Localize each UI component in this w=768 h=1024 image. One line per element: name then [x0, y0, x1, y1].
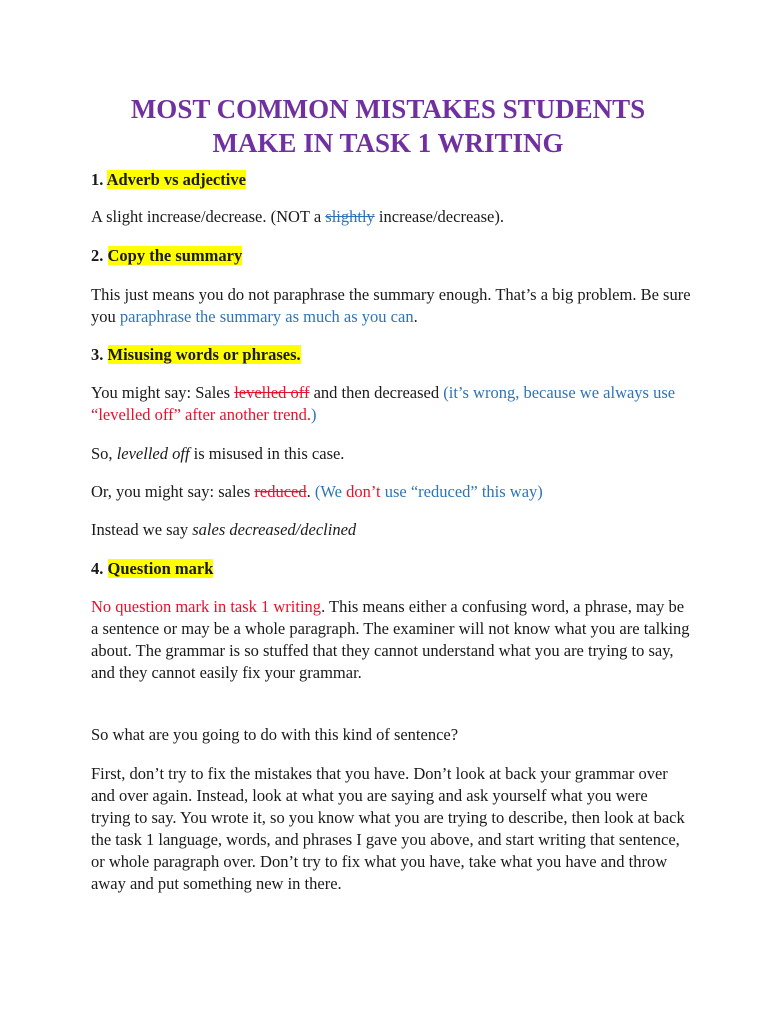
section-3-paragraph-4 [91, 519, 691, 541]
title-line-2: MAKE IN TASK 1 WRITING [212, 128, 564, 158]
struck-phrase: levelled off [234, 383, 310, 402]
text-run: . [306, 482, 315, 501]
blue-phrase: paraphrase the summary as much as you can [119, 307, 414, 326]
text-run: and then decreased [309, 383, 444, 402]
section-4-paragraph-3 [91, 763, 691, 895]
struck-word: reduced [254, 482, 307, 501]
italic-phrase: sales decreased/declined [192, 520, 357, 539]
text-run: A slight increase/decrease. (NOT a [91, 207, 326, 226]
section-heading-text: Question mark [107, 559, 214, 578]
page-title [85, 92, 691, 160]
text-run: Instead we say [91, 520, 193, 539]
section-2-paragraph [91, 284, 691, 328]
italic-phrase: levelled off [116, 444, 190, 463]
section-heading-text: Adverb vs adjective [106, 170, 246, 189]
text-run: Or, you might say: sales [91, 482, 255, 501]
struck-word: slightly [325, 207, 375, 226]
section-3-paragraph-3 [91, 481, 691, 503]
text-run: . [413, 307, 418, 326]
red-phrase: No question mark in task 1 writing [91, 597, 322, 616]
red-phrase: “levelled off” after another trend. [91, 405, 312, 424]
blue-phrase: use “reduced” this way) [380, 482, 543, 501]
section-number: 3. [91, 345, 108, 364]
section-1-paragraph [91, 206, 691, 228]
section-number: 1. [91, 170, 107, 189]
section-heading-text: Copy the summary [107, 246, 243, 265]
section-3-paragraph-2 [91, 443, 691, 465]
blue-phrase: (it’s wrong, because we always use [443, 383, 676, 402]
section-3-paragraph-1 [91, 382, 691, 426]
section-2-heading [91, 245, 691, 267]
section-4-paragraph-2 [91, 724, 691, 746]
section-number: 4. [91, 559, 108, 578]
section-heading-text: Misusing words or phrases. [107, 345, 301, 364]
section-4-paragraph-1 [91, 596, 691, 684]
section-4-heading [91, 558, 691, 580]
blue-phrase: ) [311, 405, 317, 424]
text-run: You might say: Sales [91, 383, 235, 402]
document-page [91, 92, 691, 893]
text-run: increase/decrease). [374, 207, 504, 226]
text-run: This just means you do not paraphrase the summary enough. That’s a big problem. Be sure you [91, 285, 691, 326]
section-1-heading [91, 169, 691, 191]
title-line-1: MOST COMMON MISTAKES STUDENTS [130, 94, 646, 124]
text-run: So what are you going to do with this kind of sentence? [91, 725, 459, 744]
text-run: . This means either a confusing word, a phrase, may be a sentence or may be a whole paragraph. The examiner will not know what you are talking about. The grammar is so stuffed that they cannot understand what you are trying to say, and they cannot easily fix your grammar. [91, 597, 690, 682]
section-3-heading [91, 344, 691, 366]
text-run: So, [91, 444, 117, 463]
blue-phrase: (We [314, 482, 347, 501]
section-number: 2. [91, 246, 108, 265]
text-run: First, don’t try to fix the mistakes that you have. Don’t look at back your grammar over and over again. Instead, look at what you are saying and ask yourself what you were trying to say. You wrote it, so you know what you are trying to describe, then look at back the task 1 language, words, and phrases I gave you above, and start writing that sentence, or whole paragraph over. Don’t try to fix what you have, take what you have and throw away and put something new in there. [91, 764, 685, 893]
text-run: is misused in this case. [189, 444, 345, 463]
red-word: don’t [346, 482, 381, 501]
